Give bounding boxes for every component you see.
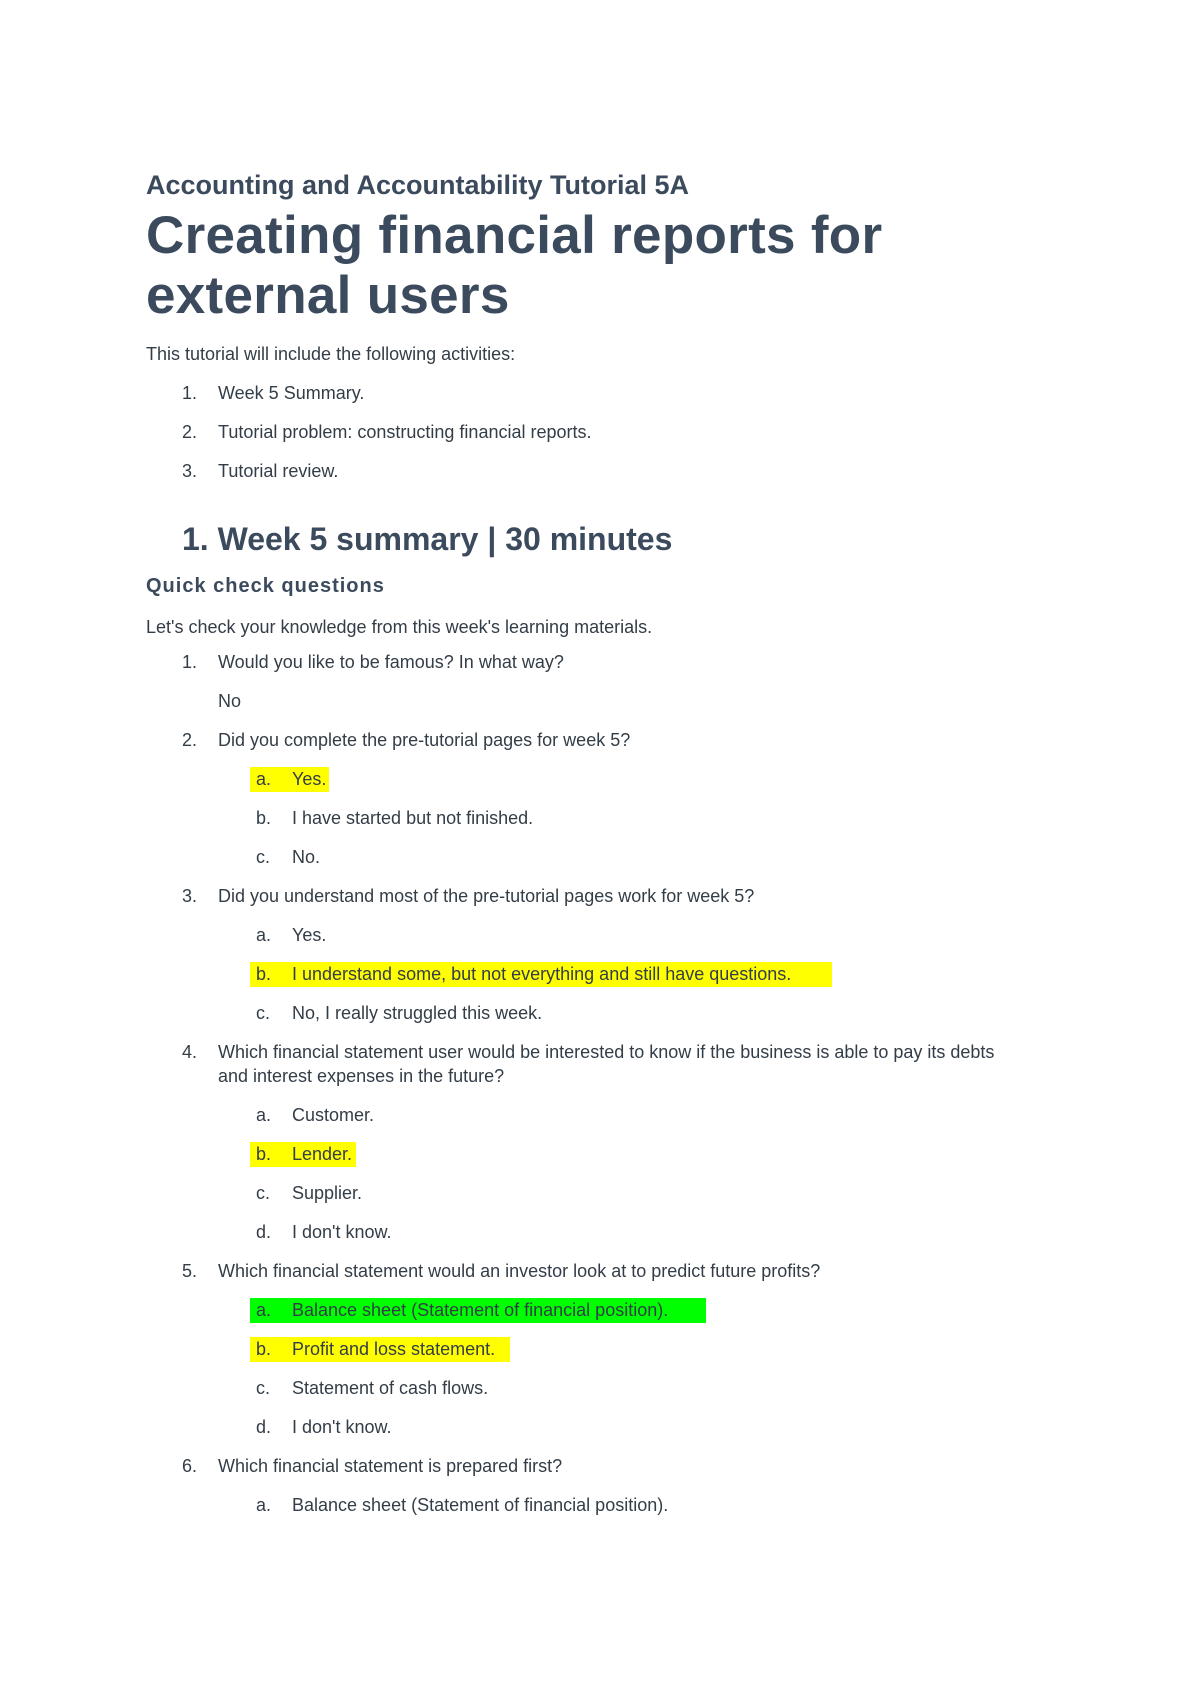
- intro-text: This tutorial will include the following activities:: [146, 344, 516, 364]
- question-item: [146, 1454, 1076, 1478]
- option-text: Supplier.: [292, 1183, 363, 1203]
- option-item: [146, 845, 1076, 869]
- question-text: Which financial statement is prepared first?: [218, 1456, 563, 1476]
- document-title: [146, 206, 1076, 326]
- questions-list: [146, 650, 1076, 1517]
- question-text: Would you like to be famous? In what way?: [218, 652, 564, 672]
- section-heading: 1. Week 5 summary | 30 minutes: [182, 521, 673, 557]
- question-text: [218, 1040, 1078, 1088]
- question-text-line-2: and interest expenses in the future?: [218, 1066, 505, 1086]
- option-item: [146, 1181, 1076, 1205]
- option-item: [146, 1001, 1076, 1025]
- question-number: 1.: [182, 652, 198, 672]
- option-letter: a.: [256, 769, 272, 789]
- option-letter: c.: [256, 847, 271, 867]
- option-text: No, I really struggled this week.: [292, 1003, 543, 1023]
- option-text: Yes.: [292, 925, 327, 945]
- option-text: Profit and loss statement.: [292, 1339, 496, 1359]
- option-item: [146, 1493, 1076, 1517]
- list-item: [146, 381, 1076, 405]
- option-letter: b.: [256, 964, 272, 984]
- question-answer: [146, 689, 1076, 713]
- answer-text: No: [218, 691, 242, 711]
- option-letter: c.: [256, 1183, 271, 1203]
- list-item: [146, 459, 1076, 483]
- option-letter: b.: [256, 1144, 272, 1164]
- option-item: [146, 1103, 1076, 1127]
- question-item: [146, 1040, 1076, 1092]
- document-page: [146, 168, 1076, 1517]
- option-text: Yes.: [292, 769, 327, 789]
- question-number: 3.: [182, 886, 198, 906]
- option-letter: a.: [256, 1495, 272, 1515]
- option-item: [146, 1376, 1076, 1400]
- list-text: Week 5 Summary.: [218, 383, 365, 403]
- question-item: [146, 650, 1076, 674]
- option-text: I have started but not finished.: [292, 808, 534, 828]
- option-text: Lender.: [292, 1144, 353, 1164]
- list-number: 1.: [182, 383, 198, 403]
- question-item: [146, 1259, 1076, 1283]
- option-item: [146, 1337, 1076, 1361]
- title-line-2: external users: [146, 266, 510, 325]
- option-letter: a.: [256, 1105, 272, 1125]
- question-number: 6.: [182, 1456, 198, 1476]
- list-text: Tutorial review.: [218, 461, 339, 481]
- quick-check-intro: Let's check your knowledge from this week's learning materials.: [146, 617, 653, 637]
- option-item: [146, 1298, 1076, 1322]
- option-text: Balance sheet (Statement of financial position).: [292, 1495, 669, 1515]
- option-text: I understand some, but not everything and still have questions.: [292, 964, 792, 984]
- list-number: 3.: [182, 461, 198, 481]
- quick-check-heading: Quick check questions: [146, 575, 385, 597]
- option-item: [146, 767, 1076, 791]
- option-item: [146, 1220, 1076, 1244]
- question-number: 2.: [182, 730, 198, 750]
- option-letter: c.: [256, 1003, 271, 1023]
- option-item: [146, 1142, 1076, 1166]
- option-text: Customer.: [292, 1105, 375, 1125]
- question-text: Did you complete the pre-tutorial pages for week 5?: [218, 730, 631, 750]
- question-text: Which financial statement would an investor look at to predict future profits?: [218, 1261, 821, 1281]
- list-number: 2.: [182, 422, 198, 442]
- question-number: 4.: [182, 1042, 198, 1062]
- option-item: [146, 1415, 1076, 1439]
- title-line-1: Creating financial reports for: [146, 206, 883, 265]
- question-text: Did you understand most of the pre-tutorial pages work for week 5?: [218, 886, 755, 906]
- question-item: [146, 728, 1076, 752]
- question-item: [146, 884, 1076, 908]
- question-number: 5.: [182, 1261, 198, 1281]
- option-letter: d.: [256, 1417, 272, 1437]
- option-text: I don't know.: [292, 1222, 392, 1242]
- option-item: [146, 923, 1076, 947]
- option-text: No.: [292, 847, 321, 867]
- list-item: [146, 420, 1076, 444]
- option-letter: c.: [256, 1378, 271, 1398]
- option-item: [146, 962, 1076, 986]
- document-subtitle: Accounting and Accountability Tutorial 5A: [146, 170, 690, 200]
- option-item: [146, 806, 1076, 830]
- activities-list: [146, 381, 1076, 483]
- option-letter: b.: [256, 1339, 272, 1359]
- option-letter: d.: [256, 1222, 272, 1242]
- option-text: I don't know.: [292, 1417, 392, 1437]
- option-text: Balance sheet (Statement of financial position).: [292, 1300, 669, 1320]
- list-text: Tutorial problem: constructing financial reports.: [218, 422, 592, 442]
- option-text: Statement of cash flows.: [292, 1378, 489, 1398]
- question-text-line-1: Which financial statement user would be interested to know if the business is able to pay its debts: [218, 1042, 995, 1062]
- option-letter: a.: [256, 925, 272, 945]
- option-letter: b.: [256, 808, 272, 828]
- option-letter: a.: [256, 1300, 272, 1320]
